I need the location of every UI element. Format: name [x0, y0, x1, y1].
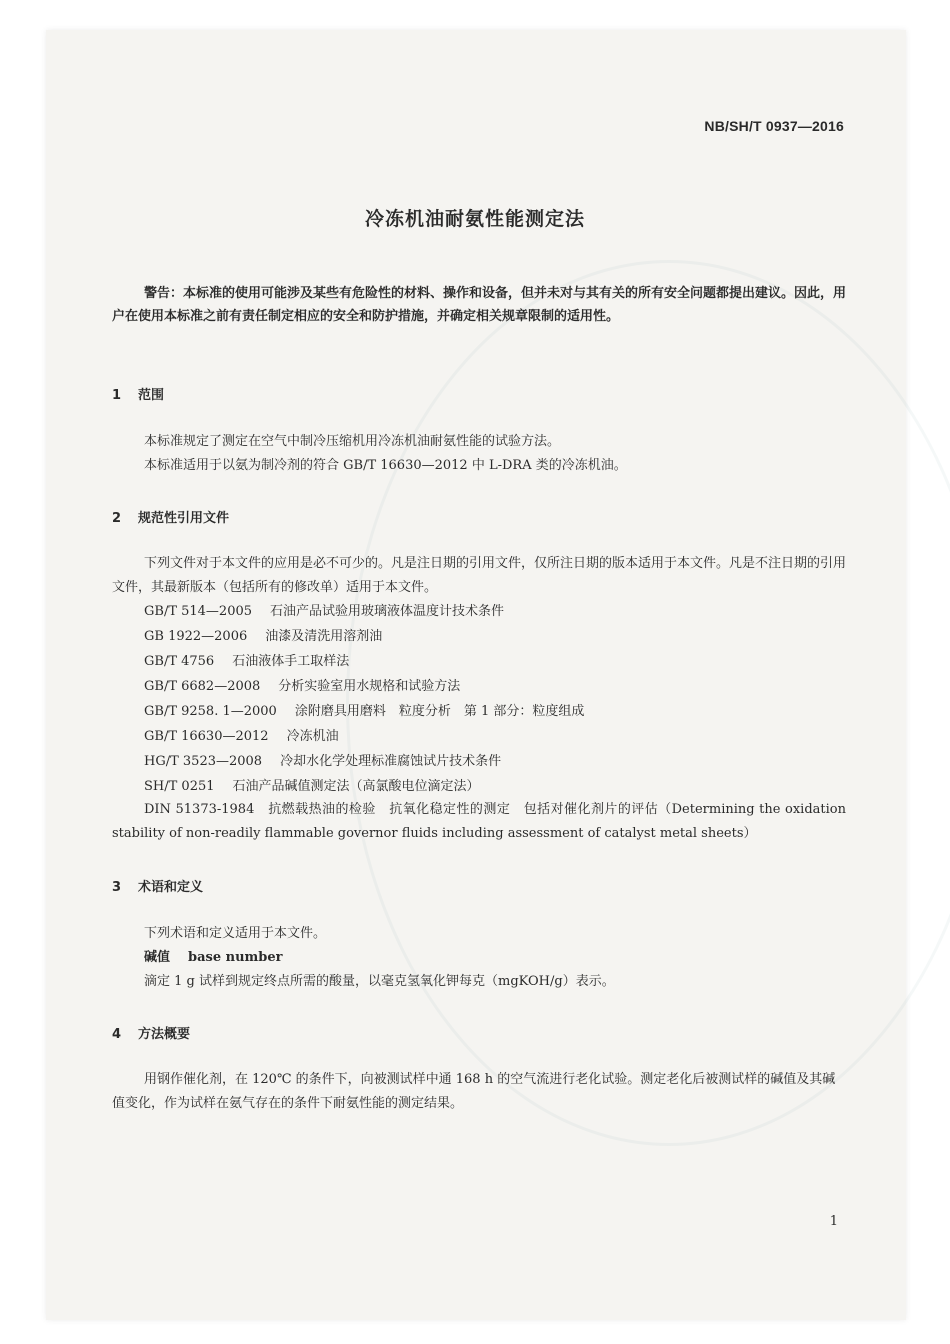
method-paragraph: 用钢作催化剂，在 120℃ 的条件下，向被测试样中通 168 h 的空气流进行老化试验。测定老化后被测试样的碱值及其碱值变化，作为试样在氨气存在的条件下耐氨性能的测定结果。: [112, 1072, 836, 1111]
reference-item-din: DIN 51373-1984 抗燃载热油的检验 抗氧化稳定性的测定 包括对催化剂片的评估（Determining the oxidation stability of non-readily flammable governor fluids including assessment of catalyst metal sheets）: [112, 802, 846, 841]
reference-title: 冷冻机油: [286, 729, 339, 744]
reference-code: GB/T 514—2005: [144, 604, 253, 619]
reference-item: [144, 700, 584, 724]
reference-code: GB/T 16630—2012: [144, 729, 269, 744]
term-entry: [144, 946, 283, 970]
section-title: 规范性引用文件: [138, 511, 230, 526]
term-definition: 滴定 1 g 试样到规定终点所需的酸量，以毫克氢氧化钾每克（mgKOH/g）表示。: [144, 974, 615, 989]
reference-item: [144, 675, 460, 699]
section-number: 4: [112, 1027, 122, 1042]
reference-title: 分析实验室用水规格和试验方法: [278, 679, 461, 694]
scope-paragraph-2: 本标准适用于以氨为制冷剂的符合 GB/T 16630—2012 中 L-DRA 类的冷冻机油。: [144, 458, 627, 473]
section-title: 范围: [138, 388, 165, 403]
reference-title: 石油产品碱值测定法（高氯酸电位滴定法）: [232, 779, 480, 794]
reference-item: [144, 625, 382, 649]
section-title: 术语和定义: [138, 880, 204, 895]
section-1-heading: [112, 384, 164, 403]
reference-title: 油漆及清洗用溶剂油: [265, 629, 383, 644]
reference-title: 涂附磨具用磨料 粒度分析 第 1 部分：粒度组成: [294, 704, 585, 719]
section-4-heading: [112, 1023, 190, 1042]
reference-title: 冷却水化学处理标准腐蚀试片技术条件: [280, 754, 502, 769]
reference-code: HG/T 3523—2008: [144, 754, 263, 769]
reference-code: GB/T 4756: [144, 654, 215, 669]
reference-item: [144, 775, 480, 799]
section-number: 3: [112, 880, 122, 895]
page-number: 1: [829, 1214, 838, 1229]
document-title: 冷冻机油耐氨性能测定法: [364, 208, 585, 230]
section-number: 1: [112, 388, 122, 403]
reference-item: [144, 600, 504, 624]
terms-intro-paragraph: 下列术语和定义适用于本文件。: [144, 926, 327, 941]
reference-item: [144, 750, 501, 774]
section-number: 2: [112, 511, 122, 526]
section-3-heading: [112, 876, 203, 895]
section-2-heading: [112, 507, 229, 526]
reference-item: [144, 725, 339, 749]
reference-code: GB/T 9258. 1—2000: [144, 704, 277, 719]
refs-intro-paragraph: 下列文件对于本文件的应用是必不可少的。凡是注日期的引用文件，仅所注日期的版本适用于本文件。凡是不注日期的引用文件，其最新版本（包括所有的修改单）适用于本文件。: [112, 556, 847, 595]
term-chinese: 碱值: [144, 950, 171, 965]
reference-item: [144, 650, 349, 674]
section-title: 方法概要: [138, 1027, 191, 1042]
warning-paragraph: 警告：本标准的使用可能涉及某些有危险性的材料、操作和设备，但并未对与其有关的所有安全问题都提出建议。因此，用户在使用本标准之前有责任制定相应的安全和防护措施，并确定相关规章限制的适用性。: [112, 286, 847, 324]
standard-code: NB/SH/T 0937—2016: [704, 118, 844, 134]
reference-code: GB 1922—2006: [144, 629, 248, 644]
scope-paragraph-1: 本标准规定了测定在空气中制冷压缩机用冷冻机油耐氨性能的试验方法。: [144, 434, 561, 449]
term-english: base number: [188, 950, 283, 965]
reference-code: SH/T 0251: [144, 779, 215, 794]
reference-title: 石油产品试验用玻璃液体温度计技术条件: [270, 604, 505, 619]
reference-code: GB/T 6682—2008: [144, 679, 261, 694]
reference-title: 石油液体手工取样法: [232, 654, 350, 669]
